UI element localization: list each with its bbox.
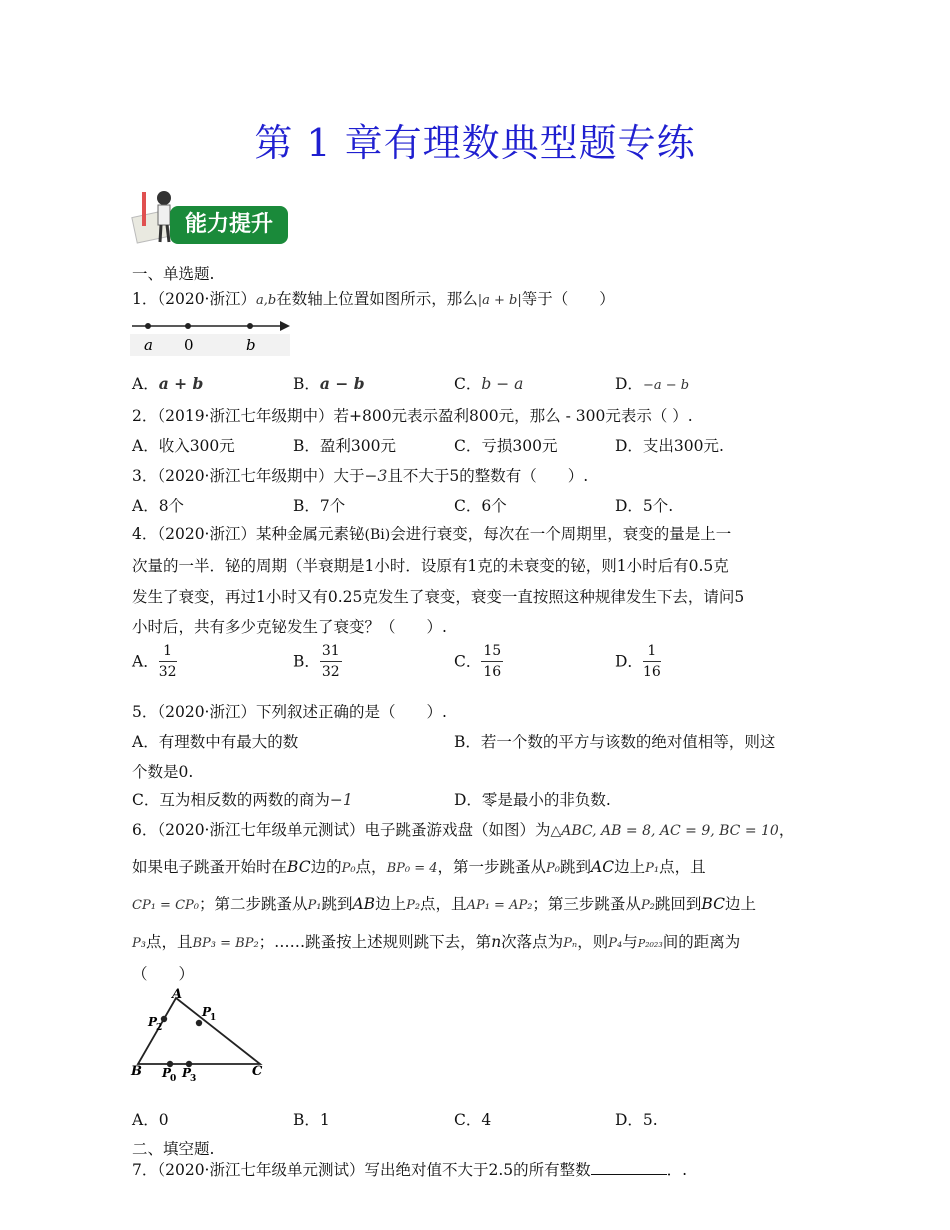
q5-option-b-cont: 个数是0. [132,763,194,781]
question-4-line3: 发生了衰变，再过1小时又有0.25克发生了衰变，衰变一直按照这种规律发生下去，请问5 [132,588,745,606]
question-2-stem: 2．（2019·浙江七年级期中）若+800元表示盈利800元，那么 - 300元表示（ ）. [132,407,693,425]
q1-option-a[interactable]: A．a + b [132,374,204,393]
question-6-line3: CP₁ = CP₀；第二步跳蚤从P₁跳到AB边上P₂点，且AP₁ = AP₂；第三步跳蚤从P₂跳回到BC边上 [132,895,756,913]
point-p1-label: P [202,1005,212,1019]
q2-option-d[interactable]: D．支出300元. [615,437,724,455]
question-1-stem: 1．（2020·浙江）a,b在数轴上位置如图所示，那么|a + b|等于（ ） [132,290,615,308]
vertex-b-label: B [131,1064,142,1079]
question-6-line2: 如果电子跳蚤开始时在BC边的P₀点，BP₀ = 4，第一步跳蚤从P₀跳到AC边上P₁点，且 [132,858,706,876]
q6-option-d[interactable]: D．5. [615,1111,658,1129]
q3-option-c[interactable]: C．6个 [454,497,507,515]
q1-option-d[interactable]: D．−a − b [615,375,690,393]
point-p2-label: P [148,1015,158,1029]
number-line-figure [130,314,292,358]
q5-option-c[interactable]: C．互为相反数的两数的商为−1 [132,791,353,809]
q6-option-b[interactable]: B．1 [293,1111,330,1129]
q5-option-b[interactable]: B．若一个数的平方与该数的绝对值相等，则这 [454,733,776,751]
point-p3-label: P [182,1066,192,1080]
question-4-line1: 4．（2020·浙江）某种金属元素铋(Bi)会进行衰变，每次在一个周期里，衰变的量是上一 [132,525,732,543]
question-5-stem: 5．（2020·浙江）下列叙述正确的是（ ）. [132,703,447,721]
section-single-choice: 一、单选题. [132,265,215,283]
ability-badge [130,186,290,250]
point-p1-sub: 1 [210,1013,217,1023]
numberline-label-0: 0 [184,336,194,354]
q4-option-c[interactable]: C． $\frac{15}{16}$ [454,643,502,681]
question-7-stem: 7．（2020·浙江七年级单元测试）写出绝对值不大于2.5的所有整数 ．. [132,1161,688,1179]
q6-option-a[interactable]: A．0 [132,1111,169,1129]
question-4-line2: 次量的一半．铋的周期（半衰期是1小时．设原有1克的未衰变的铋，则1小时后有0.5克 [132,557,729,575]
q1-option-b[interactable]: B．a − b [293,374,365,393]
point-p0-sub: 0 [170,1074,177,1084]
numberline-label-b: b [246,336,256,354]
q2-option-b[interactable]: B．盈利300元 [293,437,396,455]
q4-option-b[interactable]: B． $\frac{31}{32}$ [293,643,340,681]
section-fill-blank: 二、填空题. [132,1140,215,1158]
vertex-c-label: C [252,1064,263,1079]
triangle-figure [130,986,272,1084]
page-title: 第 1 章有理数典型题专练 [254,121,696,165]
question-4-line4: 小时后，共有多少克铋发生了衰变？（ ）. [132,618,447,636]
point-p2-sub: 2 [156,1023,163,1033]
q5-option-d[interactable]: D．零是最小的非负数. [454,791,611,809]
point-p3-sub: 3 [190,1074,197,1084]
q6-option-c[interactable]: C．4 [454,1111,492,1129]
q4-option-a[interactable]: A． $\frac{1}{32}$ [132,643,177,681]
question-6-line4: P₃点，且BP₃ = BP₂；……跳蚤按上述规则跳下去，第n次落点为Pₙ，则P₄与P₂₀₂₃间的距离为 [132,933,741,951]
question-3-stem: 3．（2020·浙江七年级期中）大于−3且不大于5的整数有（ ）. [132,467,589,485]
q5-option-a[interactable]: A．有理数中有最大的数 [132,733,299,751]
point-p0-label: P [162,1066,172,1080]
numberline-label-a: a [144,336,153,354]
q2-option-a[interactable]: A．收入300元 [132,437,235,455]
q3-option-a[interactable]: A．8个 [132,497,185,515]
q3-option-d[interactable]: D．5个. [615,497,674,515]
question-6-line1: 6．（2020·浙江七年级单元测试）电子跳蚤游戏盘（如图）为△ABC, AB = 8, AC = 9, BC = 10， [132,821,795,839]
q3-option-b[interactable]: B．7个 [293,497,346,515]
vertex-a-label: A [172,987,183,1002]
badge-label: 能力提升 [170,206,288,244]
q4-option-d[interactable]: D． $\frac{1}{16}$ [615,643,661,681]
q2-option-c[interactable]: C．亏损300元 [454,437,558,455]
q7-answer-blank[interactable] [591,1160,667,1175]
question-6-line5: （ ） [132,965,195,983]
q1-option-c[interactable]: C．b − a [454,375,524,393]
